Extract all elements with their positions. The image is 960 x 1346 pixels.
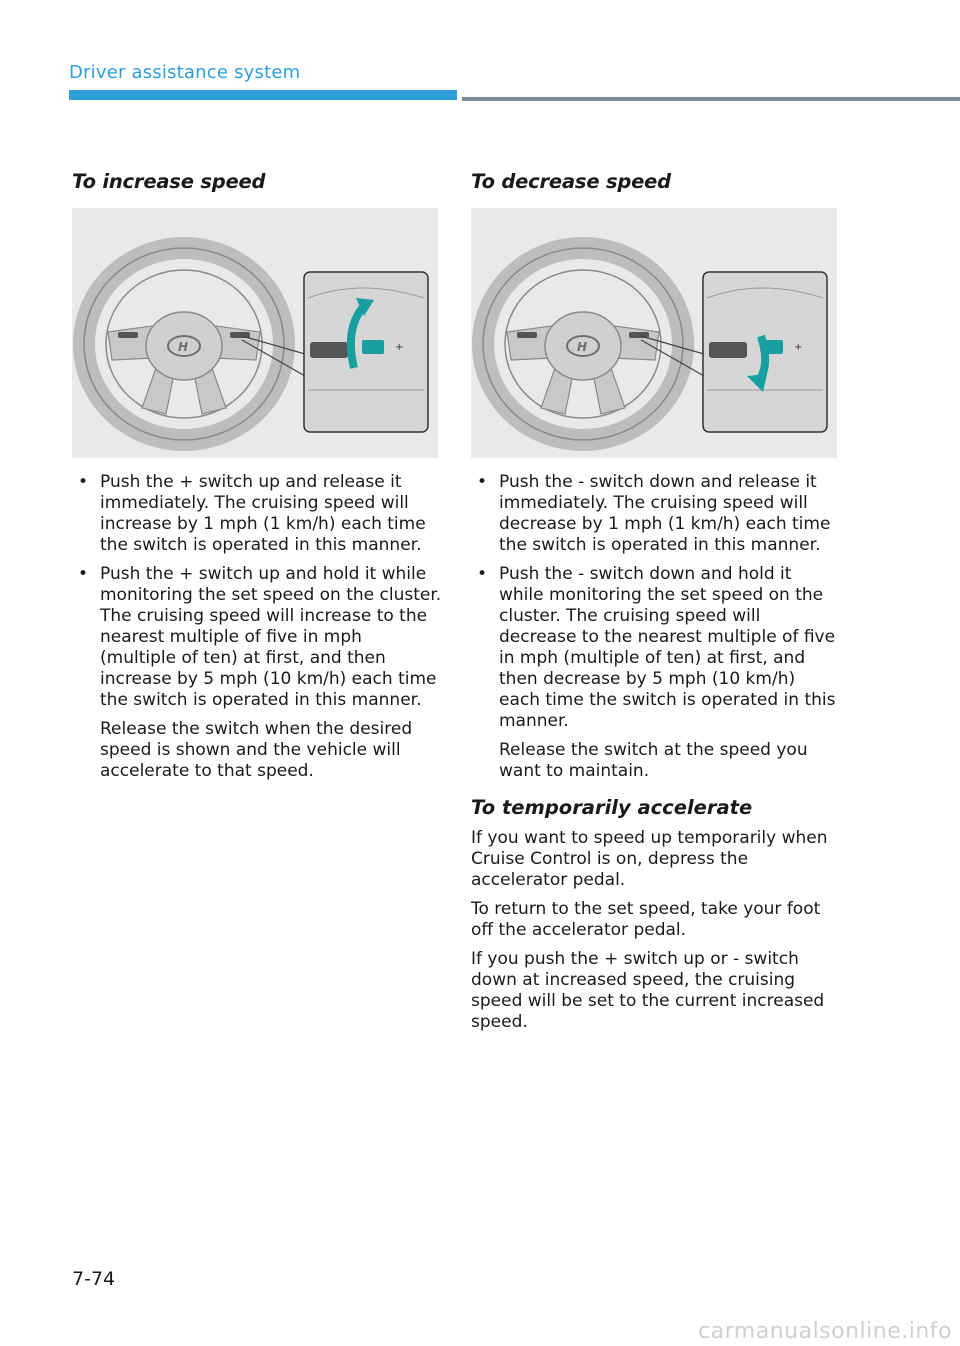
left-column [72,170,442,790]
note-left: Release the switch when the desired speed is shown and the vehicle will accelerate to that speed. [100,719,413,781]
bullet-list-left [72,472,442,711]
heading-decrease-speed: To decrease speed [471,170,671,193]
steering-wheel-figure-decrease [471,208,837,458]
steering-wheel-illustration [72,208,438,458]
list-item: • Push the - switch down and hold it while monitoring the set speed on the cluster. The cruising speed will decrease to the nearest multiple of five in mph (multiple of ten) at first, and then decrease by 5 mph (10 km/h) each time the switch is operated in this manner. [477,564,836,731]
bullet-glyph: • [477,472,488,492]
bullet-glyph: • [78,472,89,492]
svg-text:+: + [395,342,404,353]
list-item: • Push the + switch up and hold it while monitoring the set speed on the cluster. The cruising speed will increase to the nearest multiple of five in mph (multiple of ten) at first, and then increase by 5 mph (10 km/h) each time the switch is operated in this manner. [78,564,442,710]
list-item: • Push the - switch down and release it immediately. The cruising speed will decrease by 1 mph (1 km/h) each time the switch is operated in this manner. [477,472,831,555]
bullet-glyph: • [78,564,89,584]
page-number: 7-74 [72,1268,116,1290]
right-column [471,170,841,1041]
paragraph: If you want to speed up temporarily when Cruise Control is on, depress the accelerator pedal. [471,828,828,890]
paragraph: To return to the set speed, take your foot off the accelerator pedal. [471,899,821,940]
list-item: • Push the + switch up and release it immediately. The cruising speed will increase by 1 mph (1 km/h) each time the switch is operated in this manner. [78,472,426,555]
header-rule-blue [69,90,457,100]
svg-text:H: H [577,340,588,354]
heading-increase-speed: To increase speed [72,170,266,193]
heading-temporarily-accelerate: To temporarily accelerate [471,796,753,819]
svg-text:+: + [794,342,803,353]
paragraph: If you push the + switch up or - switch down at increased speed, the cruising speed will be set to the current increased speed. [471,949,825,1032]
note-right: Release the switch at the speed you want to maintain. [499,740,808,781]
header-rule-gray [462,97,960,101]
section-title: Driver assistance system [69,62,301,83]
svg-text:H: H [178,340,189,354]
bullet-glyph: • [477,564,488,584]
steering-wheel-illustration [471,208,837,458]
steering-wheel-figure-increase [72,208,438,458]
watermark: carmanualsonline.info [698,1319,952,1344]
bullet-list-right [471,472,841,732]
